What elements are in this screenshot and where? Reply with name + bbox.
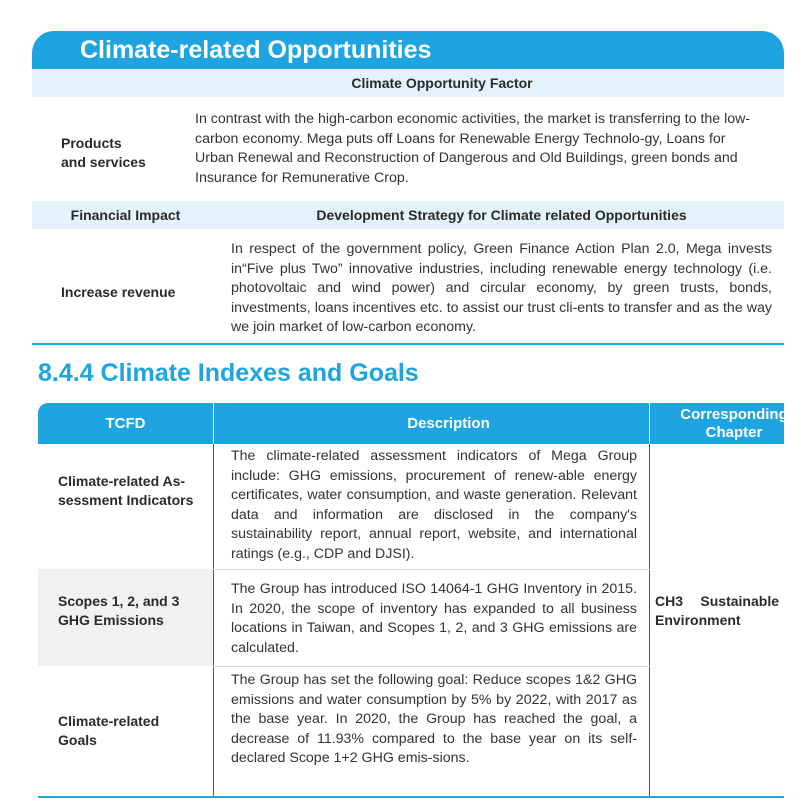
opportunities-bottom-rule	[32, 343, 784, 345]
increase-revenue-text: In respect of the government policy, Green Finance Action Plan 2.0, Mega invests in“Five plus Two” innovative industries, including renewable energy technology (i.e. photovoltaic and wind power) and circular economy, by green trusts, bonds, investments, loans incentives etc. to assist our trust cli-ents to transfer and as the way we join market of low-carbon economy.	[231, 241, 772, 335]
table-row-label-line1: Climate-related	[58, 713, 160, 729]
opportunity-factor-header	[32, 69, 784, 97]
financial-impact-header: Financial Impact	[70, 207, 181, 223]
row-divider	[213, 569, 650, 570]
table-row-text: The climate-related assessment indicators of Mega Group include: GHG emissions, procurement of renew-able energy certificates, water consumption, and waste generation. Relevant data and information are disclosed in the company's sustainability report, annual report, website, and international ratings (e.g., CDP and DJSI).	[231, 448, 637, 562]
products-services-label-line2: and services	[61, 154, 146, 170]
table-row-label	[58, 592, 208, 630]
increase-revenue-label: Increase revenue	[61, 284, 176, 300]
column-header-tcfd: TCFD	[105, 414, 146, 432]
table-row-label-line2: sessment Indicators	[58, 492, 194, 508]
table-row-text: The Group has introduced ISO 14064-1 GHG Inventory in 2015. In 2020, the scope of inventory has expanded to all business locations in Taiwan, and Scopes 1, 2, and 3 GHG emissions are calculated.	[231, 581, 637, 656]
indexes-table-header	[38, 403, 788, 444]
products-services-label	[61, 134, 171, 172]
opportunity-factor-header-label: Climate Opportunity Factor	[351, 75, 533, 91]
table-row-label-line1: Climate-related As-	[58, 473, 186, 489]
row-divider	[213, 666, 650, 667]
column-header-chapter-line2: Chapter	[705, 423, 763, 441]
table-row-label	[58, 472, 208, 510]
products-services-text: In contrast with the high-carbon economic activities, the market is transferring to the low-carbon economy. Mega puts off Loans for Renewable Energy Technolo-gy, Loans for Urban Renewal and Reconstruction of Dangerous and Old Buildings, green bonds and Insurance for Remunerative Crop.	[195, 111, 751, 186]
column-header-chapter-line1: Corresponding	[680, 405, 788, 423]
opportunities-title: Climate-related Opportunities	[32, 31, 784, 69]
corresponding-chapter: CH3 Sustainable Environment	[655, 593, 779, 628]
table-row-label-line2: GHG Emissions	[58, 612, 164, 628]
column-header-description: Description	[407, 414, 490, 432]
table-bottom-rule	[38, 796, 784, 798]
products-services-label-line1: Products	[61, 135, 122, 151]
table-row-label-line2: Goals	[58, 732, 97, 748]
impact-strategy-header	[32, 201, 784, 229]
column-header-chapter	[680, 403, 788, 444]
table-row-label	[58, 712, 208, 750]
header-divider	[649, 403, 650, 444]
column-separator	[649, 444, 650, 796]
section-heading: 8.4.4 Climate Indexes and Goals	[38, 359, 419, 387]
table-row-text: The Group has set the following goal: Reduce scopes 1&2 GHG emissions and water consumption by 5% by 2022, with 2017 as the base year. In 2020, the Group has reached the goal, a decrease of 11.93% compared to the base year on its self-declared Scope 1+2 GHG emis-sions.	[231, 672, 637, 766]
table-row-label-line1: Scopes 1, 2, and 3	[58, 593, 180, 609]
development-strategy-header: Development Strategy for Climate related Opportunities	[316, 207, 687, 223]
column-separator	[213, 444, 214, 796]
